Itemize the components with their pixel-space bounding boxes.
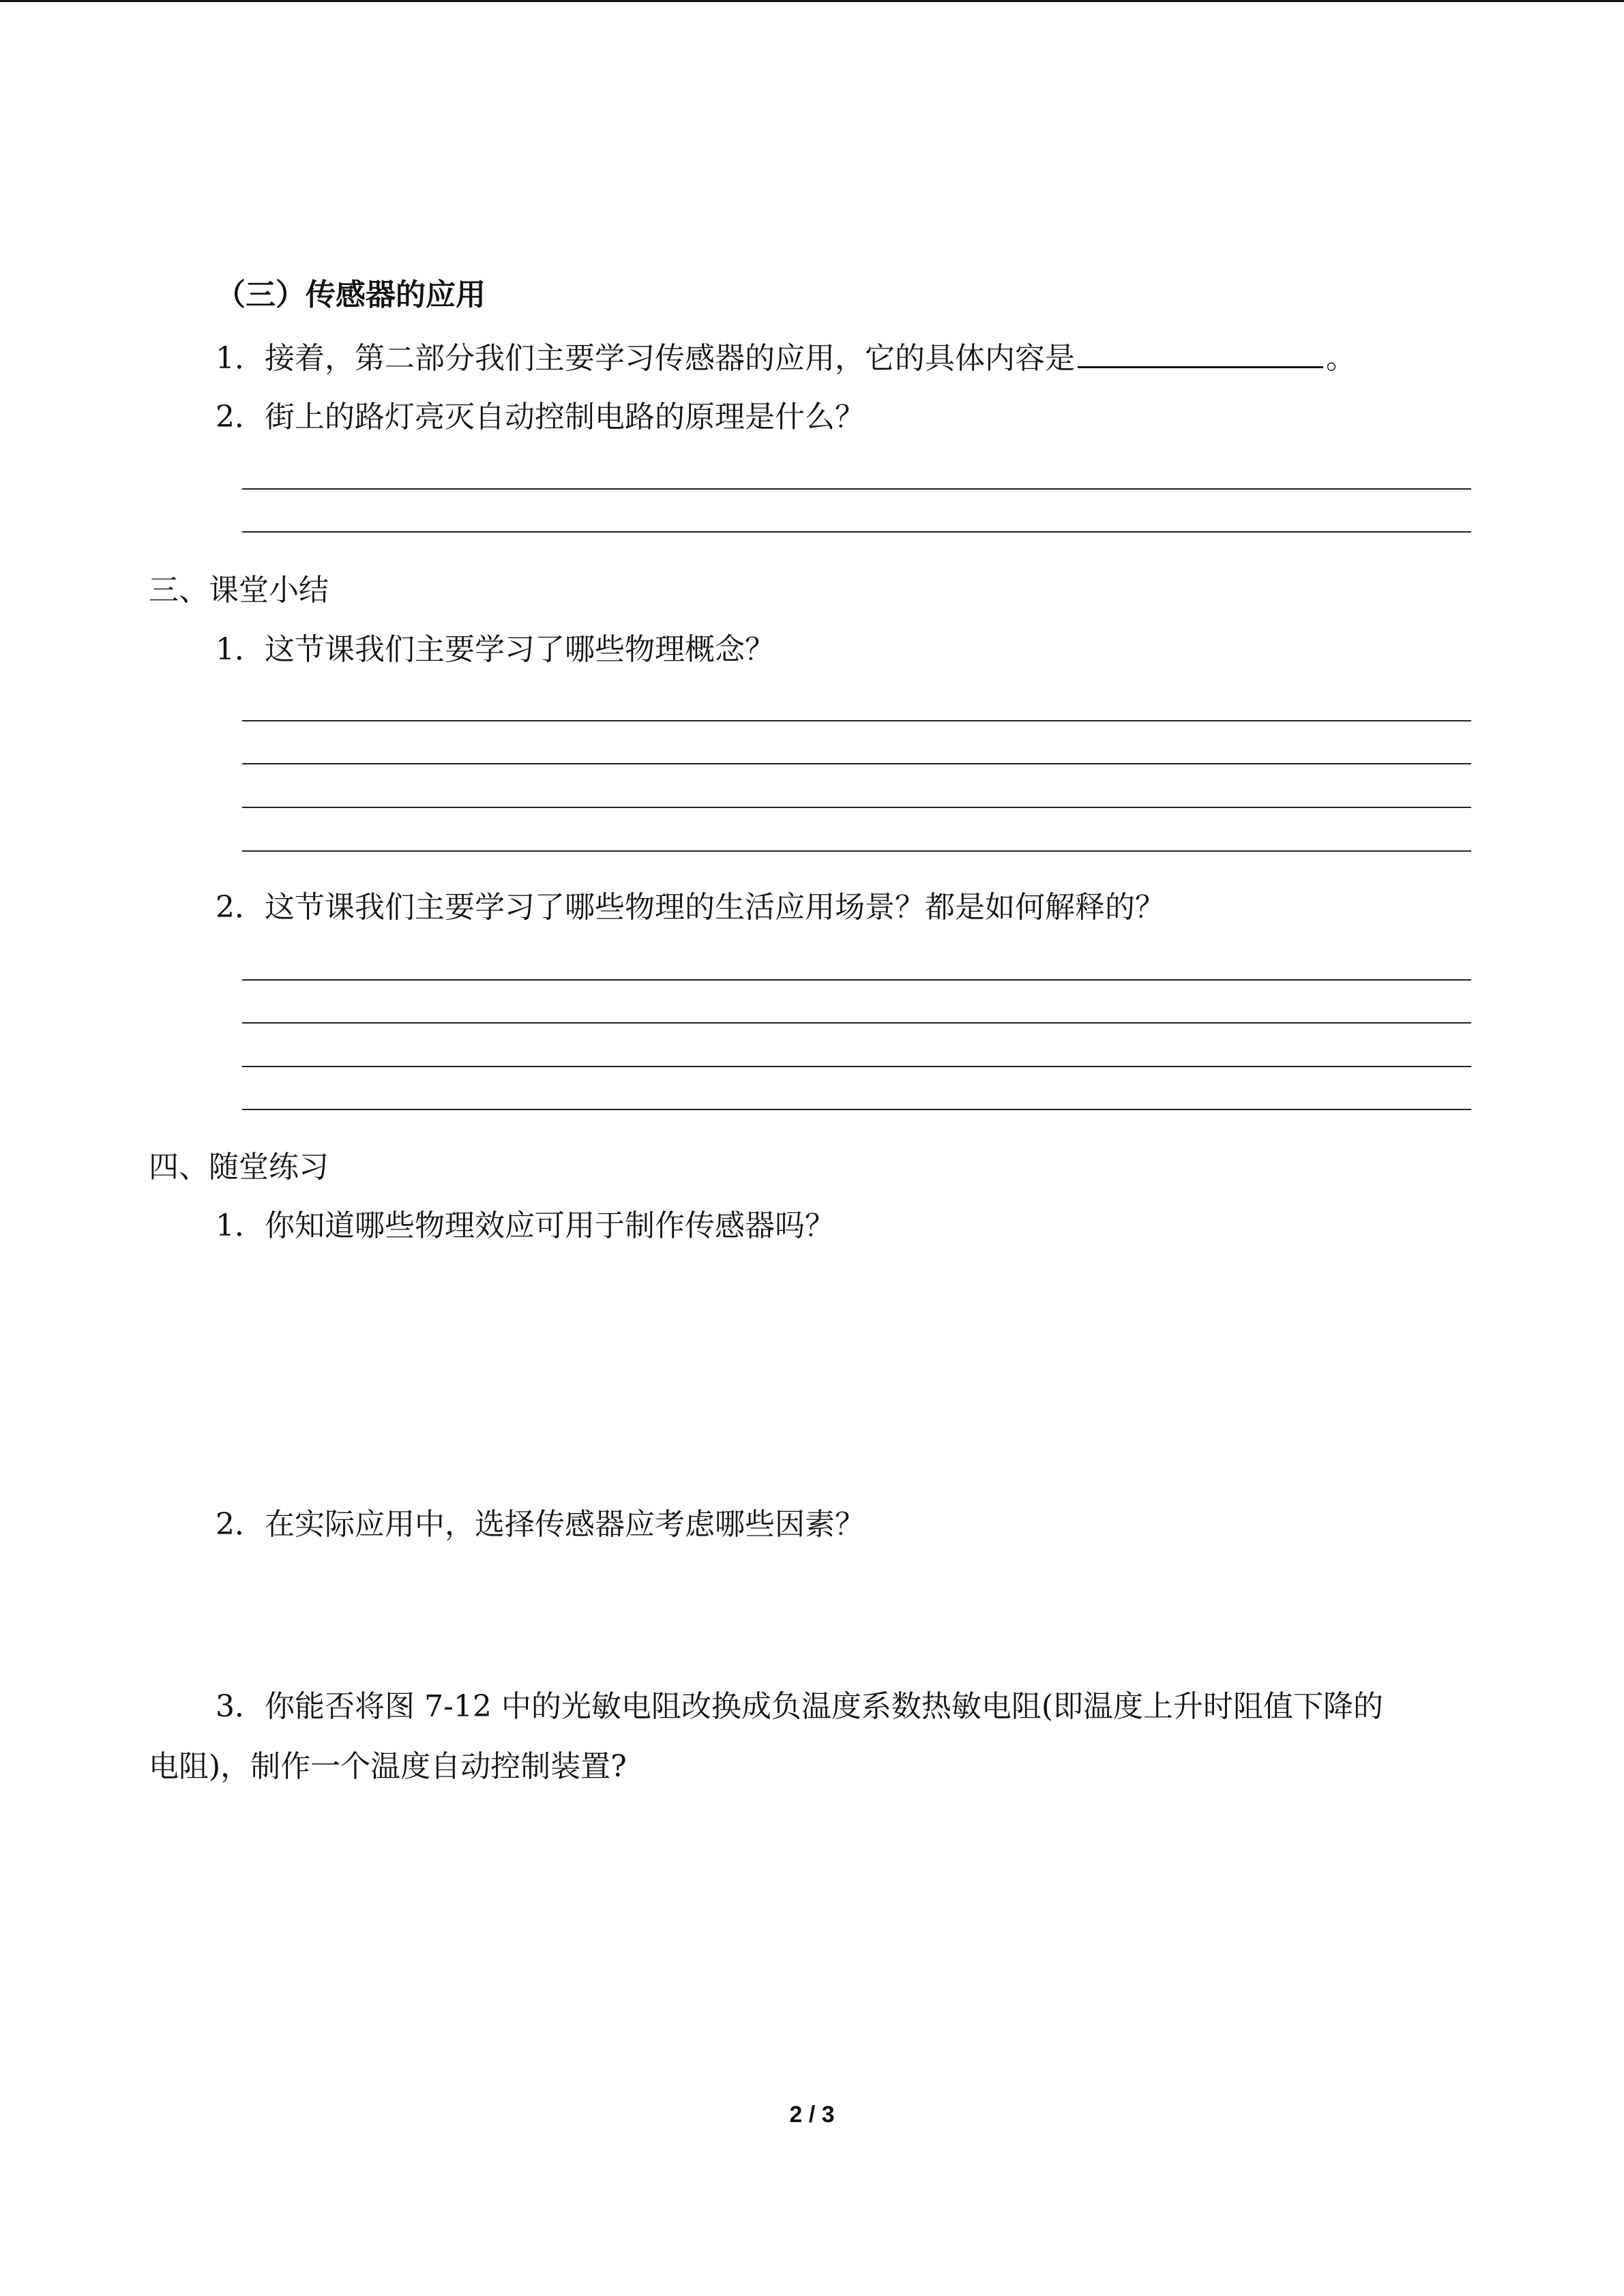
- answer-line[interactable]: [242, 1066, 1471, 1067]
- answer-line[interactable]: [242, 979, 1471, 981]
- section-heading-class-summary: 三、课堂小结: [149, 573, 329, 608]
- answer-line[interactable]: [242, 720, 1471, 721]
- question-temperature-control-line1: 3．你能否将图 7-12 中的光敏电阻改换成负温度系数热敏电阻(即温度上升时阻值下降的: [216, 1689, 1383, 1724]
- question-street-light-principle: 2．街上的路灯亮灭自动控制电路的原理是什么？: [216, 400, 865, 434]
- question-temperature-control-line2: 电阻)，制作一个温度自动控制装置?: [149, 1749, 627, 1784]
- answer-line[interactable]: [242, 807, 1471, 808]
- answer-line[interactable]: [242, 850, 1471, 852]
- question-text: 1．接着，第二部分我们主要学习传感器的应用，它的具体内容是: [216, 341, 1075, 376]
- answer-line[interactable]: [242, 763, 1471, 764]
- section-heading-practice: 四、随堂练习: [149, 1150, 329, 1184]
- section-heading-sensor-applications: （三）传感器的应用: [216, 278, 486, 312]
- page-top-border: [0, 0, 1624, 2]
- fill-in-blank[interactable]: [1078, 336, 1323, 368]
- answer-line[interactable]: [242, 531, 1471, 533]
- question-sensor-selection-factors: 2．在实际应用中，选择传感器应考虑哪些因素？: [216, 1507, 865, 1542]
- question-physical-effects: 1．你知道哪些物理效应可用于制作传感器吗？: [216, 1208, 835, 1243]
- question-physics-concepts: 1．这节课我们主要学习了哪些物理概念？: [216, 632, 775, 667]
- question-sensor-application-content: [216, 336, 1356, 379]
- question-life-applications: 2．这节课我们主要学习了哪些物理的生活应用场景？都是如何解释的？: [216, 890, 1165, 925]
- question-suffix: 。: [1326, 341, 1356, 376]
- page-number: 2 / 3: [789, 2102, 835, 2128]
- answer-line[interactable]: [242, 1109, 1471, 1110]
- answer-line[interactable]: [242, 1022, 1471, 1024]
- answer-line[interactable]: [242, 488, 1471, 490]
